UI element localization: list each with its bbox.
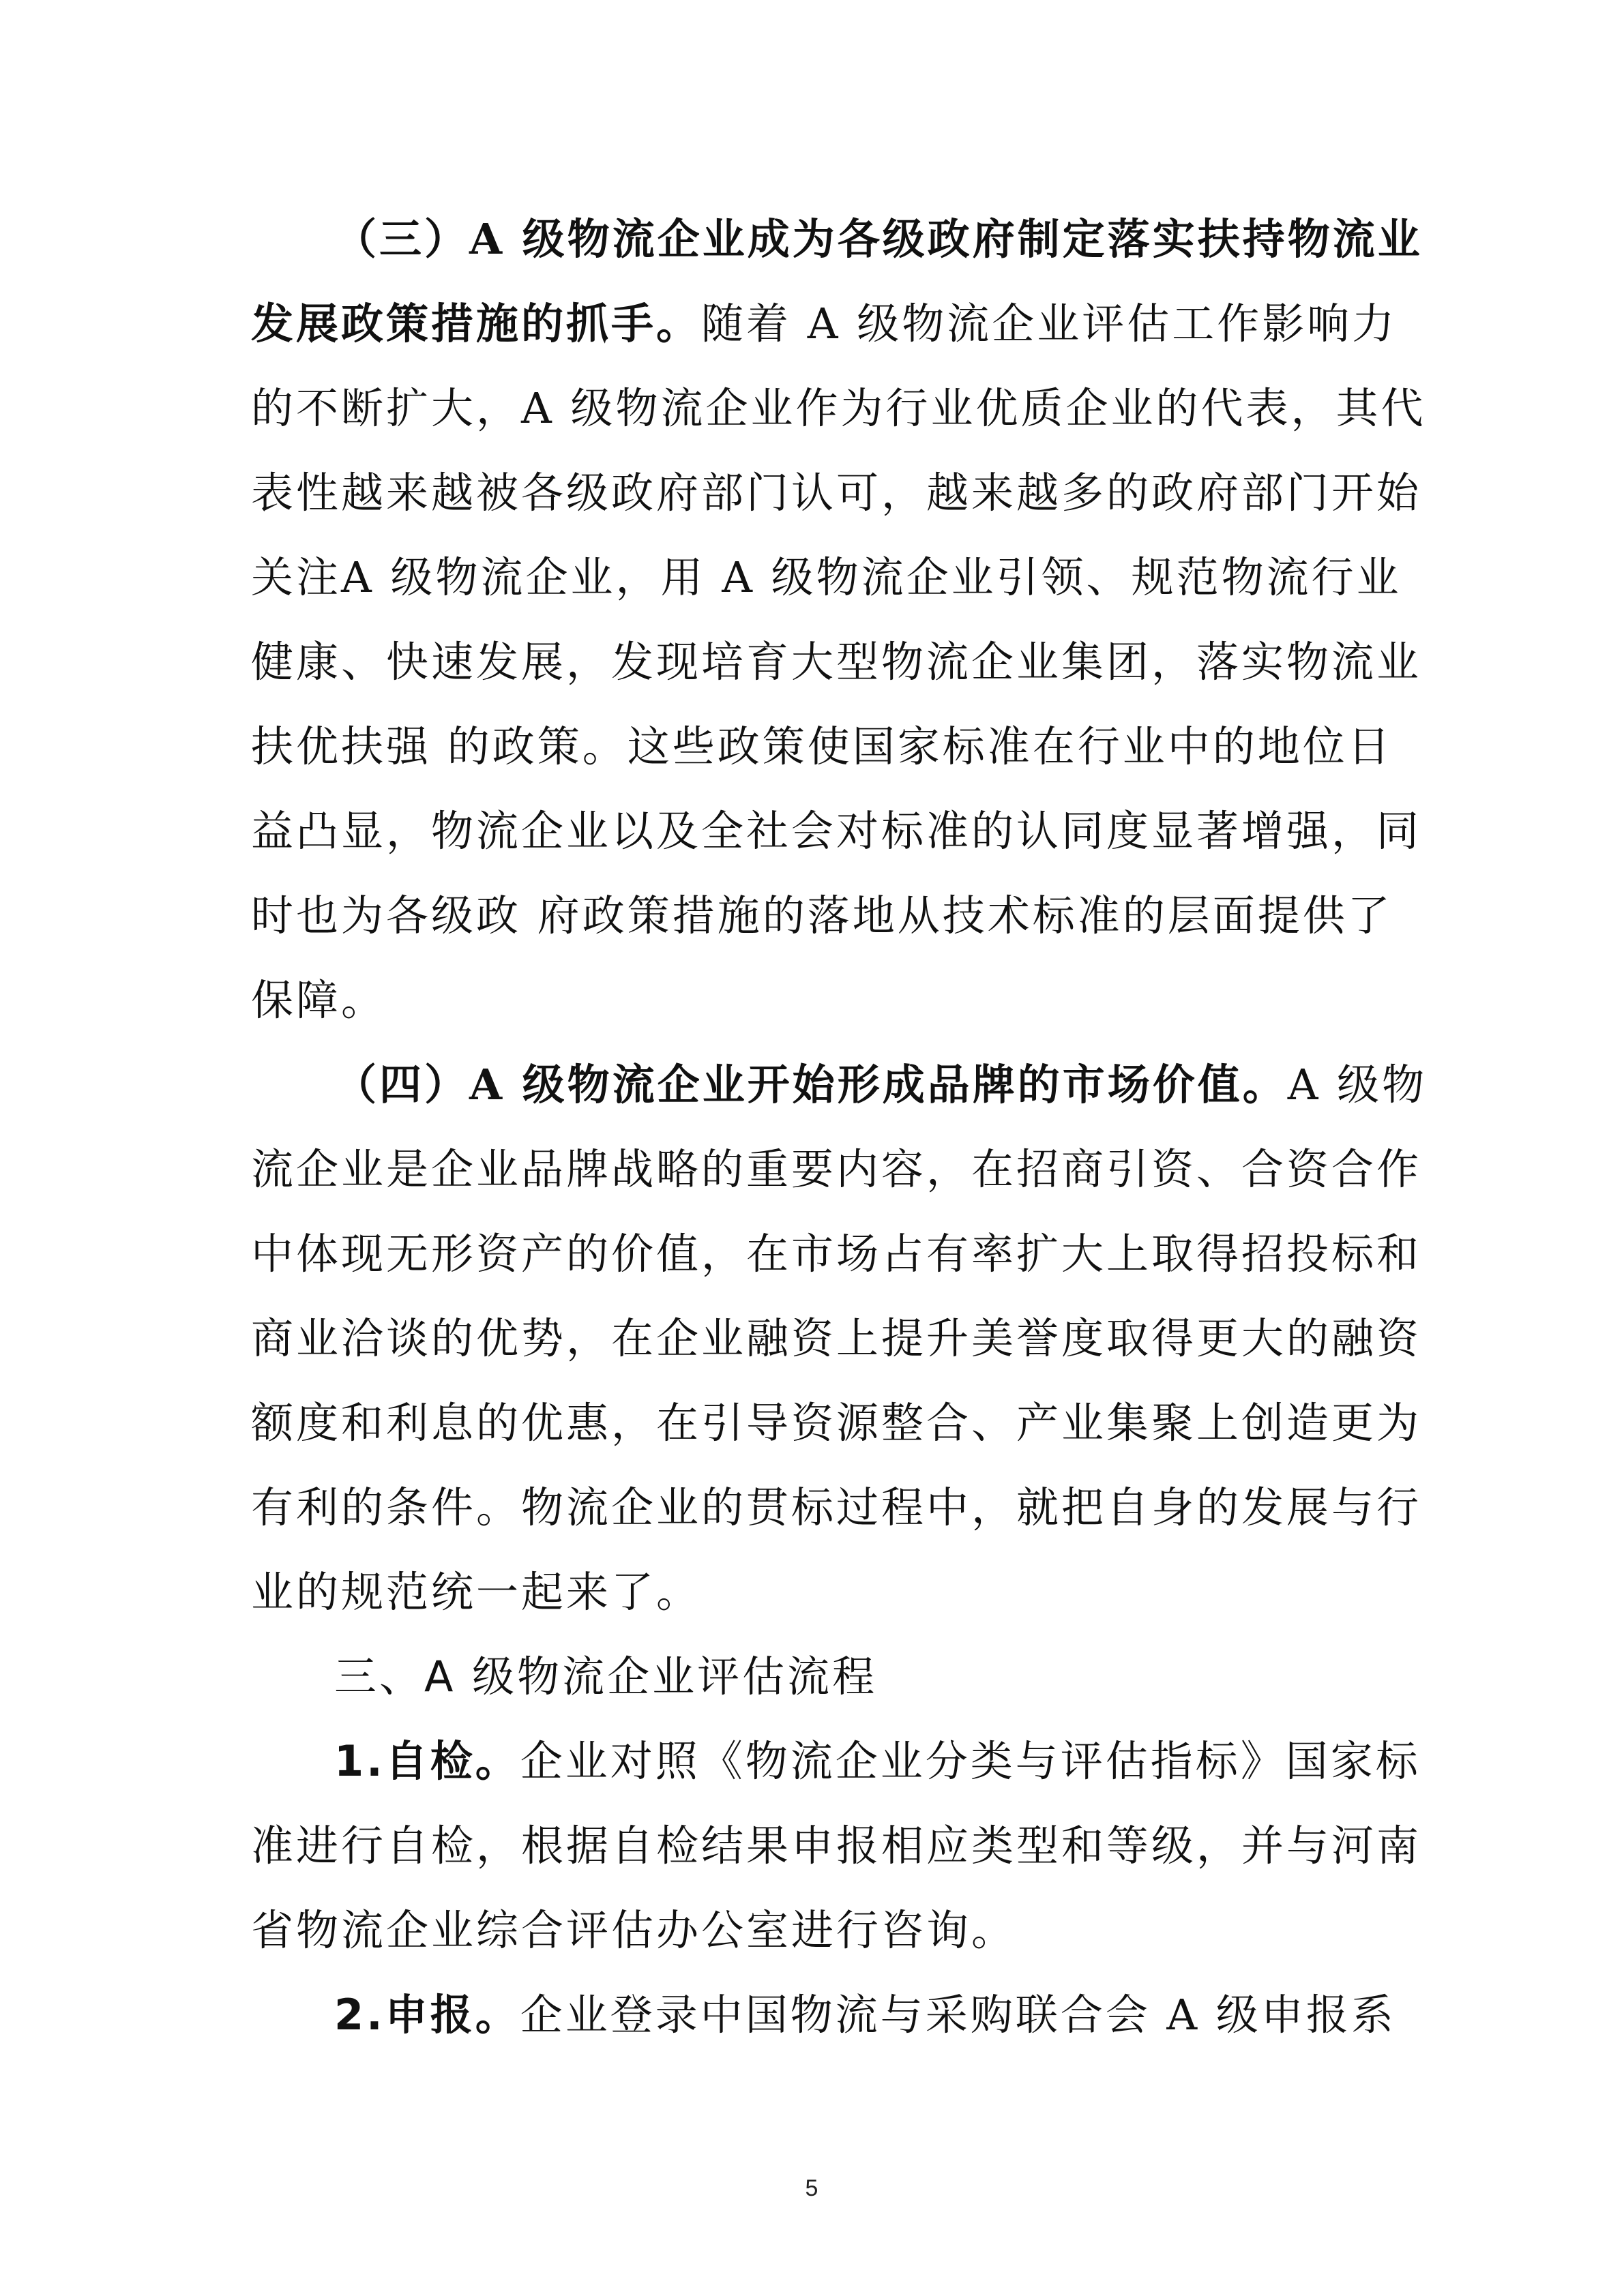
section3-heading	[334, 202, 1423, 277]
step1-line-3: 省物流企业综合评估办公室进行咨询。	[251, 1905, 1017, 1955]
section4-heading-rest: A 级物	[1287, 1060, 1428, 1109]
step1-line-1	[334, 1724, 1421, 1799]
step1-line-2: 准进行自检，根据自检结果申报相应类型和等级，并与河南	[251, 1821, 1422, 1870]
section3-heading-text: （三）A 级物流企业成为各级政府制定落实扶持物流业	[334, 214, 1423, 264]
section4-line-5: 额度和利息的优惠，在引导资源整合、产业集聚上创造更为	[251, 1398, 1422, 1448]
section3-line-10: 保障。	[251, 975, 387, 1025]
section3-line-2	[251, 286, 1398, 361]
section3-line-8: 益凸显，物流企业以及全社会对标准的认同度显著增强，同	[251, 806, 1422, 856]
step1-label: 1.自检。	[334, 1736, 520, 1786]
page-number: 5	[805, 2175, 818, 2201]
section3-line-5: 关注A 级物流企业，用 A 级物流企业引领、规范物流行业	[251, 552, 1402, 602]
step2-line-1	[334, 1978, 1396, 2053]
section3-line-2-text: 随着 A 级物流企业评估工作影响力	[701, 299, 1398, 348]
step2-label: 2.申报。	[334, 1990, 520, 2040]
section3-line-7: 扶优扶强 的政策。这些政策使国家标准在行业中的地位日	[251, 721, 1393, 771]
section4-line-2: 流企业是企业品牌战略的重要内容，在招商引资、合资合作	[251, 1144, 1422, 1194]
section4-heading	[334, 1047, 1428, 1122]
section3-line-3: 的不断扩大，A 级物流企业作为行业优质企业的代表，其代	[251, 383, 1426, 433]
step2-text: 企业登录中国物流与采购联合会 A 级申报系	[520, 1990, 1396, 2040]
step1-text: 企业对照《物流企业分类与评估指标》国家标	[520, 1736, 1421, 1786]
section4-line-3: 中体现无形资产的价值，在市场占有率扩大上取得招投标和	[251, 1229, 1422, 1279]
section4-heading-bold: （四）A 级物流企业开始形成品牌的市场价值。	[334, 1060, 1288, 1109]
section4-line-6: 有利的条件。物流企业的贯标过程中，就把自身的发展与行	[251, 1482, 1422, 1532]
section3-line-9: 时也为各级政 府政策措施的落地从技术标准的层面提供了	[251, 891, 1393, 940]
section4-line-7: 业的规范统一起来了。	[251, 1567, 702, 1617]
section3-bold-phrase: 发展政策措施的抓手。	[251, 299, 702, 348]
section4-line-4: 商业洽谈的优势，在企业融资上提升美誉度取得更大的融资	[251, 1313, 1422, 1363]
section3-line-6: 健康、快速发展，发现培育大型物流企业集团，落实物流业	[251, 637, 1422, 687]
part3-heading: 三、A 级物流企业评估流程	[334, 1652, 878, 1701]
section3-line-4: 表性越来越被各级政府部门认可，越来越多的政府部门开始	[251, 468, 1422, 518]
